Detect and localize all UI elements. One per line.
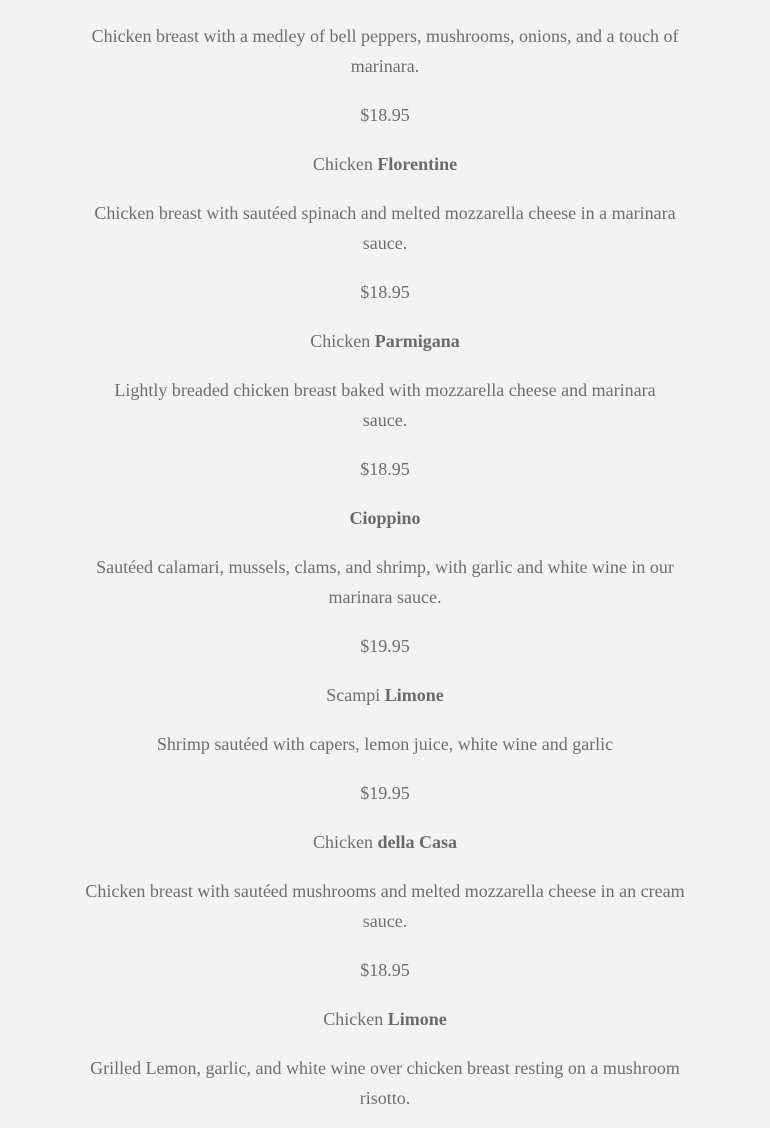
menu-item <box>0 503 770 661</box>
menu-item-price: $18.95 <box>360 960 410 980</box>
menu-item-description: Grilled Lemon, garlic, and white wine over chicken breast resting on a mushroom risotto. <box>90 1058 680 1108</box>
menu-item-description: Lightly breaded chicken breast baked with mozzarella cheese and marinara sauce. <box>114 380 656 430</box>
menu-item-description: Sautéed calamari, mussels, clams, and shrimp, with garlic and white wine in our marinara sauce. <box>96 557 674 607</box>
menu-item <box>0 0 770 130</box>
menu-item-title <box>0 680 770 710</box>
menu-item-title <box>0 326 770 356</box>
menu-item-price: $19.95 <box>360 636 410 656</box>
menu-item-title <box>0 503 770 533</box>
menu-item <box>0 827 770 985</box>
menu-item-name-plain: Chicken <box>323 1009 388 1029</box>
menu-item-name-bold: della Casa <box>377 832 457 852</box>
menu-item <box>0 326 770 484</box>
menu-item-description: Shrimp sautéed with capers, lemon juice, white wine and garlic <box>156 734 614 754</box>
menu-item-name-plain: Chicken <box>312 154 378 174</box>
menu-item <box>0 680 770 808</box>
menu-item-description: Chicken breast with a medley of bell peppers, mushrooms, onions, and a touch of marinara. <box>91 26 679 76</box>
menu-item-name-bold: Florentine <box>377 154 458 174</box>
menu-item-price: $19.95 <box>360 783 410 803</box>
menu-item-name-bold: Limone <box>384 685 444 705</box>
menu-item-name-plain: Chicken <box>310 331 375 351</box>
menu-item-description: Chicken breast with sautéed mushrooms and melted mozzarella cheese in an cream sauce. <box>85 881 685 931</box>
menu-item <box>0 1004 770 1113</box>
menu-item-description: Chicken breast with sautéed spinach and melted mozzarella cheese in a marinara sauce. <box>94 203 676 253</box>
menu-item-title <box>0 827 770 857</box>
menu-item-title <box>0 0 770 2</box>
menu-item-price: $18.95 <box>360 105 410 125</box>
menu-item-name-plain: Scampi <box>326 685 385 705</box>
menu-item-name-plain: Chicken <box>312 832 378 852</box>
menu-item-price: $18.95 <box>360 282 410 302</box>
menu-item-name-bold: Limone <box>387 1009 447 1029</box>
menu-item-name-bold: Parmigana <box>374 331 460 351</box>
menu-item <box>0 149 770 307</box>
menu-item-title <box>0 149 770 179</box>
menu-item-name-bold: Cioppino <box>349 508 421 528</box>
menu-item-title <box>0 1004 770 1034</box>
menu-item-price: $18.95 <box>360 459 410 479</box>
